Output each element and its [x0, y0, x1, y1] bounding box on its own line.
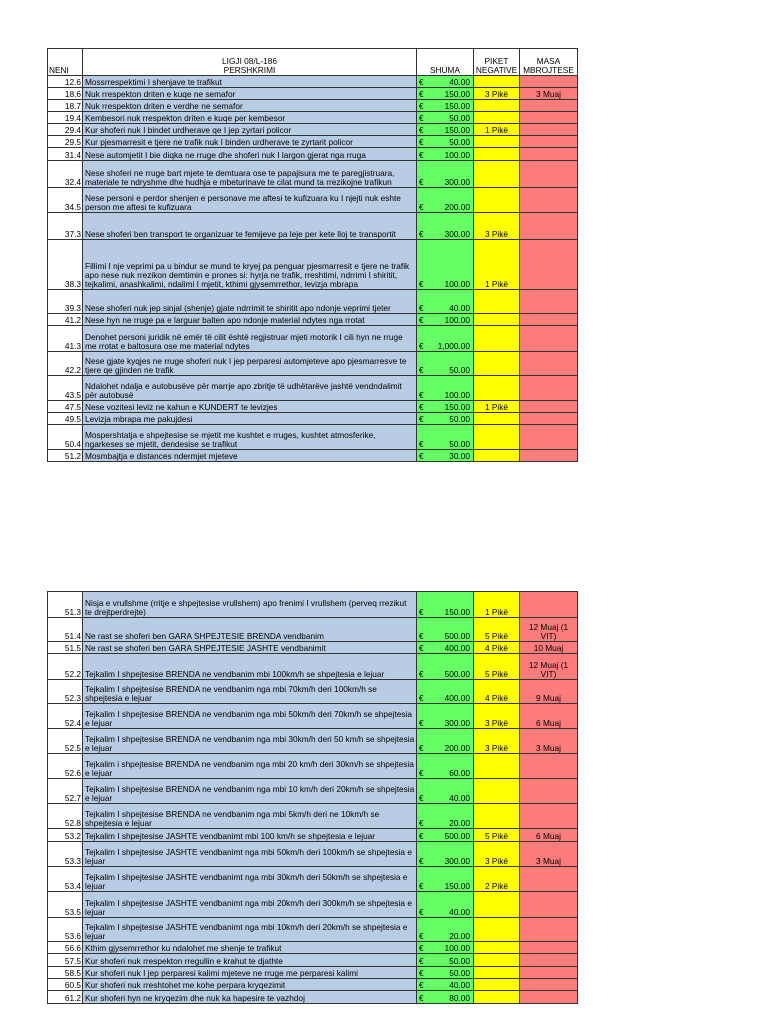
- neni-cell: 52.6: [48, 754, 83, 779]
- table-row: [48, 642, 578, 654]
- table-row: [48, 754, 578, 779]
- amount-cell: 20.00: [431, 918, 474, 942]
- neni-cell: 52.3: [48, 680, 83, 704]
- description-cell: Nese automjetit I bie diqka ne rruge dhe shoferi nuk I largon gjerat nga rruga: [83, 148, 417, 161]
- currency-cell: €: [417, 136, 431, 148]
- description-cell: Nese shoferi nuk jep sinjal (shenje) gjate ndrrimit te shiritit apo ndonje veprimi tjeter: [83, 290, 417, 314]
- description-cell: Nese personi e perdor shenjen e personave me aftesi te kufizuara ku I njejti nuk eshte person me aftesi te kufizuara: [83, 188, 417, 213]
- amount-cell: 100.00: [431, 942, 474, 954]
- amount-cell: 500.00: [431, 618, 474, 642]
- neni-cell: 53.6: [48, 918, 83, 942]
- currency-cell: €: [417, 240, 431, 290]
- measure-cell: 3 Muaj: [520, 842, 578, 867]
- measure-cell: [520, 376, 578, 401]
- neni-cell: 49.5: [48, 413, 83, 425]
- description-cell: Kur shoferi nuk rreshtohet me kohe perpara kryqezimit: [83, 979, 417, 991]
- currency-cell: €: [417, 654, 431, 680]
- table-row: [48, 804, 578, 829]
- neni-cell: 56.6: [48, 942, 83, 954]
- table-row: [48, 112, 578, 124]
- neni-cell: 53.3: [48, 842, 83, 867]
- neni-cell: 29.4: [48, 124, 83, 136]
- currency-cell: €: [417, 829, 431, 842]
- table-row: [48, 213, 578, 240]
- amount-cell: 50.00: [431, 413, 474, 425]
- shuma-header: SHUMA: [417, 49, 474, 76]
- neni-cell: 18.6: [48, 88, 83, 100]
- table-row: [48, 376, 578, 401]
- description-cell: Tejkalim I shpejtesise JASHTE vendbanimt mbi 100 km/h se shpejtesia e lejuar: [83, 829, 417, 842]
- table-row: [48, 680, 578, 704]
- points-cell: 1 Pikë: [474, 401, 520, 413]
- measure-cell: [520, 592, 578, 618]
- measure-cell: 6 Muaj: [520, 704, 578, 729]
- amount-cell: 500.00: [431, 654, 474, 680]
- amount-cell: 50.00: [431, 425, 474, 450]
- neni-cell: 38.3: [48, 240, 83, 290]
- description-cell: Tejkalim I shpejtesise BRENDA ne vendbanim nga mbi 70km/h deri 100km/h se shpejtesia e lejuar: [83, 680, 417, 704]
- currency-cell: €: [417, 112, 431, 124]
- table-row: [48, 892, 578, 918]
- neni-cell: 58.5: [48, 967, 83, 979]
- neni-cell: 52.2: [48, 654, 83, 680]
- currency-cell: €: [417, 680, 431, 704]
- currency-cell: €: [417, 942, 431, 954]
- table-row: [48, 425, 578, 450]
- amount-cell: 1,000.00: [431, 326, 474, 352]
- description-cell: Tejkalim I shpejtesise JASHTE vendbanimt nga mbi 30km/h deri 50km/h se shpejtesia e lejuar: [83, 867, 417, 892]
- description-cell: Ne rast se shoferi ben GARA SHPEJTESIE BRENDA vendbanim: [83, 618, 417, 642]
- amount-cell: 60.00: [431, 754, 474, 779]
- neni-cell: 51.4: [48, 618, 83, 642]
- amount-cell: 50.00: [431, 112, 474, 124]
- measure-cell: [520, 352, 578, 376]
- currency-cell: €: [417, 704, 431, 729]
- points-cell: 3 Pikë: [474, 729, 520, 754]
- currency-cell: €: [417, 979, 431, 991]
- amount-cell: 150.00: [431, 88, 474, 100]
- amount-cell: 40.00: [431, 779, 474, 804]
- points-cell: 5 Pikë: [474, 618, 520, 642]
- amount-cell: 150.00: [431, 592, 474, 618]
- currency-cell: €: [417, 592, 431, 618]
- description-cell: Tejkalim I shpejtesise JASHTE vendbanimt nga mbi 10km/h deri 20km/h se shpejtesia e lejuar: [83, 918, 417, 942]
- amount-cell: 50.00: [431, 136, 474, 148]
- amount-cell: 100.00: [431, 240, 474, 290]
- neni-cell: 19.4: [48, 112, 83, 124]
- measure-cell: [520, 314, 578, 326]
- table-row: [48, 954, 578, 967]
- measure-cell: [520, 290, 578, 314]
- currency-cell: €: [417, 450, 431, 462]
- points-cell: 2 Pikë: [474, 867, 520, 892]
- neni-cell: 41.3: [48, 326, 83, 352]
- neni-cell: 52.4: [48, 704, 83, 729]
- measure-cell: [520, 450, 578, 462]
- amount-cell: 300.00: [431, 161, 474, 188]
- neni-cell: 53.4: [48, 867, 83, 892]
- table-row: [48, 290, 578, 314]
- masa-header: [520, 49, 578, 76]
- points-cell: 1 Pikë: [474, 124, 520, 136]
- table-row: [48, 942, 578, 954]
- measure-cell: [520, 804, 578, 829]
- currency-cell: €: [417, 804, 431, 829]
- description-cell: Tejkalim I shpejtesise JASHTE vendbanimt nga mbi 20km/h deri 300km/h se shpejtesia e lejuar: [83, 892, 417, 918]
- measure-cell: 3 Muaj: [520, 729, 578, 754]
- measure-cell: [520, 754, 578, 779]
- points-cell: [474, 314, 520, 326]
- amount-cell: 150.00: [431, 401, 474, 413]
- table-row: [48, 326, 578, 352]
- amount-cell: 100.00: [431, 376, 474, 401]
- table-row: [48, 240, 578, 290]
- description-cell: Tejkalim I shpejtesise BRENDA ne vendbanim nga mbi 10 km/h deri 20km/h se shpejtesia e lejuar: [83, 779, 417, 804]
- measure-cell: 6 Muaj: [520, 829, 578, 842]
- table-row: [48, 352, 578, 376]
- amount-cell: 20.00: [431, 804, 474, 829]
- neni-cell: 60.5: [48, 979, 83, 991]
- table-row: [48, 124, 578, 136]
- currency-cell: €: [417, 76, 431, 88]
- table-row: [48, 136, 578, 148]
- measure-cell: [520, 967, 578, 979]
- table-row: [48, 88, 578, 100]
- currency-cell: €: [417, 148, 431, 161]
- amount-cell: 400.00: [431, 680, 474, 704]
- pershkrimi-label: PERSHKRIMI: [223, 65, 276, 75]
- measure-cell: [520, 413, 578, 425]
- description-cell: Kur shoferi nuk I jep perparesi kalimi mjeteve ne rruge me perparesi kalimi: [83, 967, 417, 979]
- amount-cell: 400.00: [431, 642, 474, 654]
- description-cell: Kur shoferi nuk rrespekton rregullin e krahut te djathte: [83, 954, 417, 967]
- currency-cell: €: [417, 401, 431, 413]
- description-cell: Kembesori nuk rrespekton driten e kuqe per kembesor: [83, 112, 417, 124]
- description-cell: Fillimi I nje veprimi pa u bindur se mund te kryej pa penguar pjesmarresit e tjere ne trafik apo nese nuk rrezikon demtimin e prones si: hyrja ne trafik, rreshtimi, ndrrimi I shiritit, tejkalimi, anashkalimi, ndalimi I mjetit, kthimi gjysemrrethor, levizja mbrapa: [83, 240, 417, 290]
- neni-cell: 52.8: [48, 804, 83, 829]
- amount-cell: 40.00: [431, 892, 474, 918]
- neni-cell: 52.5: [48, 729, 83, 754]
- table-row: [48, 413, 578, 425]
- amount-cell: 40.00: [431, 979, 474, 991]
- points-cell: [474, 76, 520, 88]
- points-cell: 4 Pikë: [474, 680, 520, 704]
- measure-cell: [520, 124, 578, 136]
- amount-cell: 300.00: [431, 704, 474, 729]
- amount-cell: 150.00: [431, 867, 474, 892]
- currency-cell: €: [417, 991, 431, 1004]
- amount-cell: 200.00: [431, 729, 474, 754]
- currency-cell: €: [417, 161, 431, 188]
- neni-cell: 53.2: [48, 829, 83, 842]
- description-cell: Tejkalim I shpejtesise BRENDA ne vendbanim nga mbi 30km/h deri 50 km/h se shpejtesia e lejuar: [83, 729, 417, 754]
- description-cell: Nisja e vrullshme (rritje e shpejtesise vrullshem) apo frenimi I vrullshem (perveq rrezikut te drejtperdrejte): [83, 592, 417, 618]
- neni-cell: 43.5: [48, 376, 83, 401]
- points-cell: [474, 100, 520, 112]
- points-cell: [474, 376, 520, 401]
- points-cell: [474, 804, 520, 829]
- description-cell: Mosmbajtja e distances ndermjet mjeteve: [83, 450, 417, 462]
- currency-cell: €: [417, 352, 431, 376]
- amount-cell: 100.00: [431, 314, 474, 326]
- description-cell: Tejkalim I shpejtesise JASHTE vendbanimt nga mbi 50km/h deri 100km/h se shpejtesia e lejuar: [83, 842, 417, 867]
- currency-cell: €: [417, 88, 431, 100]
- currency-cell: €: [417, 842, 431, 867]
- amount-cell: 300.00: [431, 213, 474, 240]
- measure-cell: [520, 954, 578, 967]
- neni-cell: 39.3: [48, 290, 83, 314]
- description-cell: Nuk rrespekton driten e verdhe ne semafor: [83, 100, 417, 112]
- currency-cell: €: [417, 867, 431, 892]
- table-row: [48, 829, 578, 842]
- neni-cell: 57.5: [48, 954, 83, 967]
- points-cell: [474, 991, 520, 1004]
- points-cell: 1 Pikë: [474, 240, 520, 290]
- amount-cell: 40.00: [431, 76, 474, 88]
- points-cell: 3 Pikë: [474, 842, 520, 867]
- points-cell: [474, 754, 520, 779]
- description-cell: Kur pjesmarresit e tjere ne trafik nuk I binden urdherave te zyrtarit policor: [83, 136, 417, 148]
- points-cell: [474, 450, 520, 462]
- measure-cell: [520, 892, 578, 918]
- points-cell: [474, 967, 520, 979]
- currency-cell: €: [417, 290, 431, 314]
- neni-header: NENI: [48, 49, 83, 76]
- description-cell: Tejkalim i shpejtesise BRENDA ne vendbanim nga mbi 20 km/h deri 30km/h se shpejtesia e lejuar: [83, 754, 417, 779]
- table-row: [48, 401, 578, 413]
- amount-cell: 300.00: [431, 842, 474, 867]
- currency-cell: €: [417, 314, 431, 326]
- neni-cell: 42.2: [48, 352, 83, 376]
- measure-cell: [520, 213, 578, 240]
- description-cell: Tejkalim I shpejtesise BRENDA ne vendbanim mbi 100km/h se shpejtesia e lejuar: [83, 654, 417, 680]
- table-row: [48, 314, 578, 326]
- points-cell: [474, 979, 520, 991]
- amount-cell: 30.00: [431, 450, 474, 462]
- neni-cell: 50.4: [48, 425, 83, 450]
- table-row: [48, 450, 578, 462]
- description-cell: Ndalohet ndalja e autobusëve për marrje apo zbritje të udhëtarëve jashtë vendndalimit për autobusë: [83, 376, 417, 401]
- table-row: [48, 867, 578, 892]
- points-cell: 5 Pikë: [474, 829, 520, 842]
- currency-cell: €: [417, 967, 431, 979]
- points-cell: 3 Pikë: [474, 213, 520, 240]
- currency-cell: €: [417, 100, 431, 112]
- points-cell: [474, 918, 520, 942]
- measure-cell: [520, 326, 578, 352]
- description-cell: Nese shoferi ben transport te organizuar te femijeve pa leje per kete lloj te transportit: [83, 213, 417, 240]
- measure-cell: 3 Muaj: [520, 88, 578, 100]
- neni-cell: 37.3: [48, 213, 83, 240]
- points-cell: [474, 290, 520, 314]
- points-cell: 3 Pikë: [474, 704, 520, 729]
- neni-cell: 41.2: [48, 314, 83, 326]
- points-cell: [474, 136, 520, 148]
- amount-cell: 150.00: [431, 100, 474, 112]
- measure-cell: [520, 76, 578, 88]
- table-row: [48, 729, 578, 754]
- table-row: [48, 148, 578, 161]
- measure-cell: [520, 100, 578, 112]
- currency-cell: €: [417, 188, 431, 213]
- table-row: [48, 704, 578, 729]
- description-cell: Tejkalim I shpejtesise BRENDA ne vendbanim nga mbi 5km/h deri ne 10km/h se shpejtesia e lejuar: [83, 804, 417, 829]
- points-cell: 4 Pikë: [474, 642, 520, 654]
- points-cell: [474, 779, 520, 804]
- measure-cell: [520, 867, 578, 892]
- points-cell: [474, 188, 520, 213]
- fines-table-2: [47, 591, 578, 1004]
- amount-cell: 40.00: [431, 290, 474, 314]
- piket-header: [474, 49, 520, 76]
- points-cell: 3 Pikë: [474, 88, 520, 100]
- table-row: [48, 979, 578, 991]
- measure-cell: 12 Muaj (1 VIT): [520, 654, 578, 680]
- currency-cell: €: [417, 124, 431, 136]
- points-cell: 1 Pikë: [474, 592, 520, 618]
- points-cell: [474, 954, 520, 967]
- table-row: [48, 654, 578, 680]
- neni-cell: 52.7: [48, 779, 83, 804]
- measure-cell: [520, 161, 578, 188]
- measure-cell: [520, 918, 578, 942]
- mbrojtese-label: MBROJTESE: [523, 65, 574, 75]
- measure-cell: 12 Muaj (1 VIT): [520, 618, 578, 642]
- neni-cell: 51.2: [48, 450, 83, 462]
- table-row: [48, 618, 578, 642]
- measure-cell: [520, 425, 578, 450]
- description-cell: Kthim gjysemrrethor ku ndalohet me shenje te trafikut: [83, 942, 417, 954]
- measure-cell: [520, 148, 578, 161]
- amount-cell: 50.00: [431, 954, 474, 967]
- table-row: [48, 918, 578, 942]
- table-header: [48, 49, 578, 76]
- neni-cell: 61.2: [48, 991, 83, 1004]
- table-row: [48, 991, 578, 1004]
- description-cell: Denohet personi juridik në emër të cilit është regjistruar mjeti motorik I cili hyn ne rruge me rrotat e baltosura ose me material ndytes: [83, 326, 417, 352]
- table-row: [48, 779, 578, 804]
- table-row: [48, 100, 578, 112]
- neni-cell: 12.6: [48, 76, 83, 88]
- piket-label: PIKET: [484, 56, 509, 66]
- currency-cell: €: [417, 376, 431, 401]
- measure-cell: [520, 779, 578, 804]
- law-title: LIGJI 08/L-186: [222, 56, 277, 66]
- measure-cell: [520, 401, 578, 413]
- measure-cell: [520, 136, 578, 148]
- neni-cell: 29.5: [48, 136, 83, 148]
- measure-cell: [520, 942, 578, 954]
- table-row: [48, 842, 578, 867]
- currency-cell: €: [417, 754, 431, 779]
- description-cell: Nese shoferi ne rruge bart mjete te demtuara ose te papajisura me te paregjistruara, materiale te ndryshme dhe hudhja e mbeturinave te cilat mund ta rrezikojne trafikun: [83, 161, 417, 188]
- currency-cell: €: [417, 413, 431, 425]
- amount-cell: 100.00: [431, 148, 474, 161]
- currency-cell: €: [417, 954, 431, 967]
- neni-cell: 51.3: [48, 592, 83, 618]
- masa-label: MASA: [536, 56, 561, 66]
- description-cell: Nese gjate kyqjes ne rruge shoferi nuk I jep perparesi automjeteve apo pjesmarresve te tjere qe gjinden ne trafik: [83, 352, 417, 376]
- currency-cell: €: [417, 425, 431, 450]
- table-row: [48, 967, 578, 979]
- neni-cell: 47.5: [48, 401, 83, 413]
- currency-cell: €: [417, 642, 431, 654]
- fines-table-1: [47, 48, 578, 462]
- measure-cell: [520, 240, 578, 290]
- currency-cell: €: [417, 779, 431, 804]
- description-cell: Nuk rrespekton driten e kuqe ne semafor: [83, 88, 417, 100]
- description-cell: Mossrrespektimi I shenjave te trafikut: [83, 76, 417, 88]
- table-row: [48, 188, 578, 213]
- currency-cell: €: [417, 892, 431, 918]
- measure-cell: 9 Muaj: [520, 680, 578, 704]
- description-cell: Tejkalim I shpejtesise BRENDA ne vendbanim nga mbi 50km/h deri 70km/h se shpejtesia e lejuar: [83, 704, 417, 729]
- amount-cell: 50.00: [431, 967, 474, 979]
- measure-cell: [520, 188, 578, 213]
- description-cell: Kur shoferi hyn ne kryqezim dhe nuk ka hapesire te vazhdoj: [83, 991, 417, 1004]
- amount-cell: 50.00: [431, 352, 474, 376]
- amount-cell: 150.00: [431, 124, 474, 136]
- table-row: [48, 76, 578, 88]
- points-cell: [474, 112, 520, 124]
- neni-cell: 18.7: [48, 100, 83, 112]
- negative-label: NEGATIVE: [475, 65, 518, 75]
- amount-cell: 200.00: [431, 188, 474, 213]
- amount-cell: 80.00: [431, 991, 474, 1004]
- description-header: [83, 49, 417, 76]
- currency-cell: €: [417, 729, 431, 754]
- points-cell: [474, 326, 520, 352]
- points-cell: 5 Pikë: [474, 654, 520, 680]
- points-cell: [474, 892, 520, 918]
- currency-cell: €: [417, 213, 431, 240]
- table-row: [48, 161, 578, 188]
- neni-cell: 34.5: [48, 188, 83, 213]
- neni-cell: 31.4: [48, 148, 83, 161]
- measure-cell: [520, 112, 578, 124]
- currency-cell: €: [417, 618, 431, 642]
- points-cell: [474, 352, 520, 376]
- points-cell: [474, 148, 520, 161]
- description-cell: Levizja mbrapa me pakujdesi: [83, 413, 417, 425]
- amount-cell: 500.00: [431, 829, 474, 842]
- measure-cell: [520, 991, 578, 1004]
- table-row: [48, 592, 578, 618]
- description-cell: Nese vozitesi leviz ne kahun e KUNDERT te levizjes: [83, 401, 417, 413]
- measure-cell: [520, 979, 578, 991]
- description-cell: Ne rast se shoferi ben GARA SHPEJTESIE JASHTE vendbanimit: [83, 642, 417, 654]
- currency-cell: €: [417, 918, 431, 942]
- points-cell: [474, 413, 520, 425]
- neni-cell: 53.5: [48, 892, 83, 918]
- neni-cell: 51.5: [48, 642, 83, 654]
- description-cell: Nese hyn ne rruge pa e larguar balten apo ndonje material ndytes nga rrotat: [83, 314, 417, 326]
- points-cell: [474, 161, 520, 188]
- points-cell: [474, 942, 520, 954]
- measure-cell: 10 Muaj: [520, 642, 578, 654]
- points-cell: [474, 425, 520, 450]
- description-cell: Kur shoferi nuk I bindet urdherave qe I jep zyrtari policor: [83, 124, 417, 136]
- neni-cell: 32.4: [48, 161, 83, 188]
- description-cell: Mospershtatja e shpejtesise se mjetit me kushtet e rruges, kushtet atmosferike, ngarkeses se mjetit, dendesise se trafikut: [83, 425, 417, 450]
- currency-cell: €: [417, 326, 431, 352]
